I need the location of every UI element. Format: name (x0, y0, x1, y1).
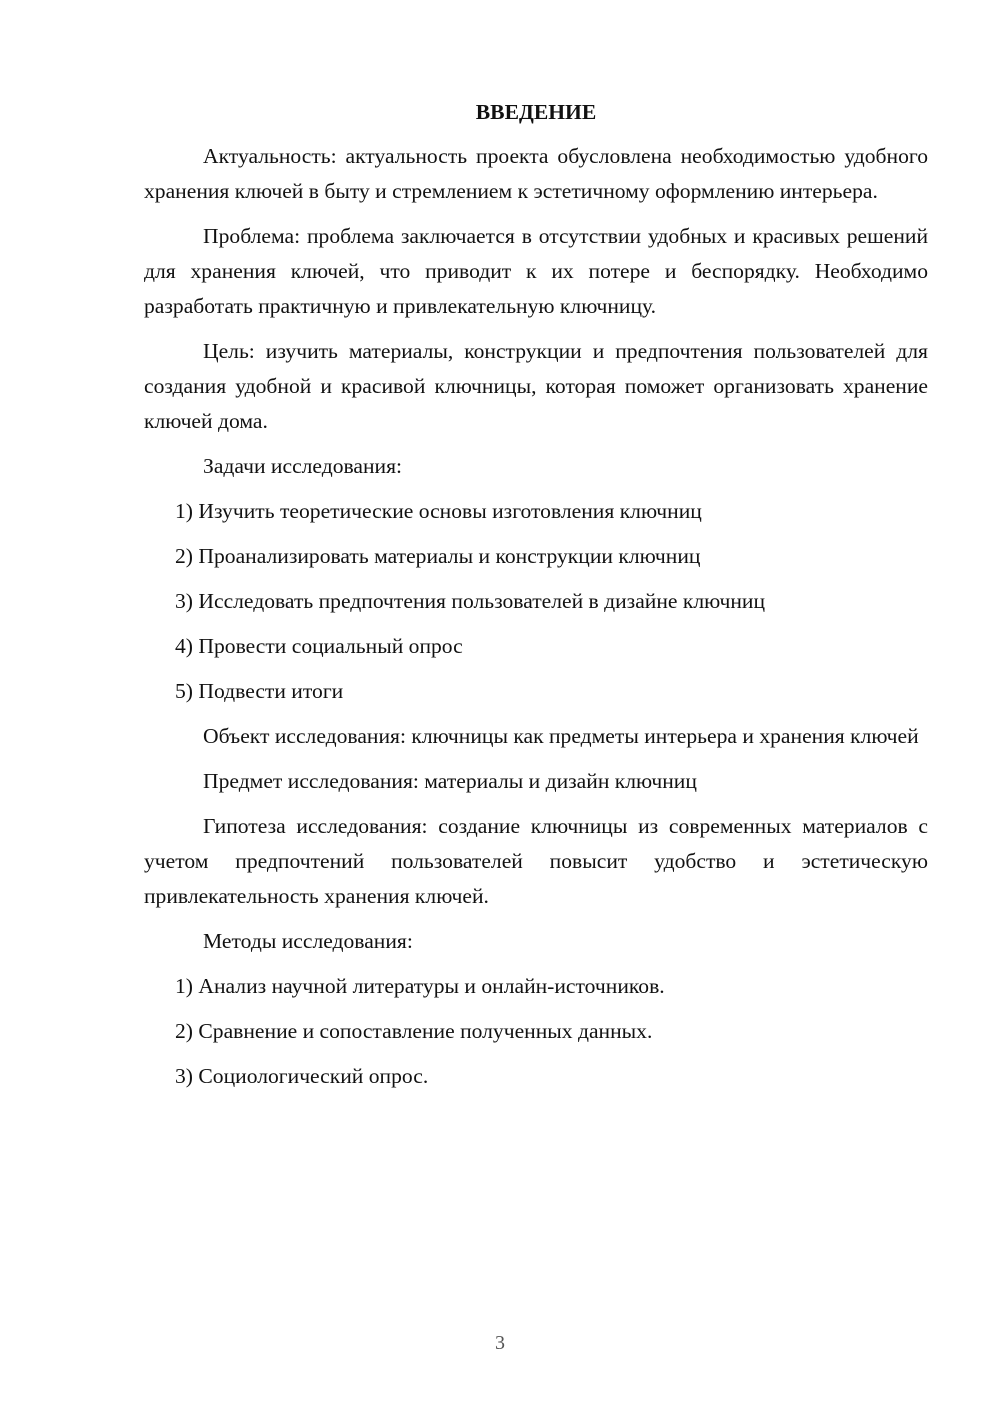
task-item: 3) Исследовать предпочтения пользователей в дизайне ключниц (175, 589, 765, 613)
section-heading: ВВЕДЕНИЕ (475, 100, 597, 124)
task-item: 1) Изучить теоретические основы изготовления ключниц (175, 499, 702, 523)
relevance-paragraph: Актуальность: актуальность проекта обусловлена необходимостью удобного хранения ключей в быту и стремлением к эстетичному оформлению интерьера. (144, 144, 928, 203)
object-paragraph: Объект исследования: ключницы как предметы интерьера и хранения ключей (203, 724, 919, 748)
method-item: 1) Анализ научной литературы и онлайн-источников. (175, 974, 665, 998)
goal-paragraph: Цель: изучить материалы, конструкции и предпочтения пользователей для создания удобной и красивой ключницы, которая поможет организовать хранение ключей дома. (144, 339, 928, 433)
methods-label: Методы исследования: (203, 929, 413, 953)
task-item: 5) Подвести итоги (175, 679, 344, 703)
task-item: 2) Проанализировать материалы и конструкции ключниц (175, 544, 701, 568)
subject-paragraph: Предмет исследования: материалы и дизайн ключниц (203, 769, 697, 793)
page-content (144, 96, 928, 1104)
tasks-label: Задачи исследования: (203, 454, 403, 478)
page-number: 3 (495, 1332, 505, 1354)
task-item: 4) Провести социальный опрос (175, 634, 463, 658)
hypothesis-paragraph: Гипотеза исследования: создание ключницы из современных материалов с учетом предпочтений пользователей повысит удобство и эстетическую привлекательность хранения ключей. (144, 814, 928, 908)
method-item: 2) Сравнение и сопоставление полученных данных. (175, 1019, 653, 1043)
problem-paragraph: Проблема: проблема заключается в отсутствии удобных и красивых решений для хранения ключей, что приводит к их потере и беспорядку. Необходимо разработать практичную и привлекательную ключницу. (144, 224, 928, 318)
method-item: 3) Социологический опрос. (175, 1064, 429, 1088)
